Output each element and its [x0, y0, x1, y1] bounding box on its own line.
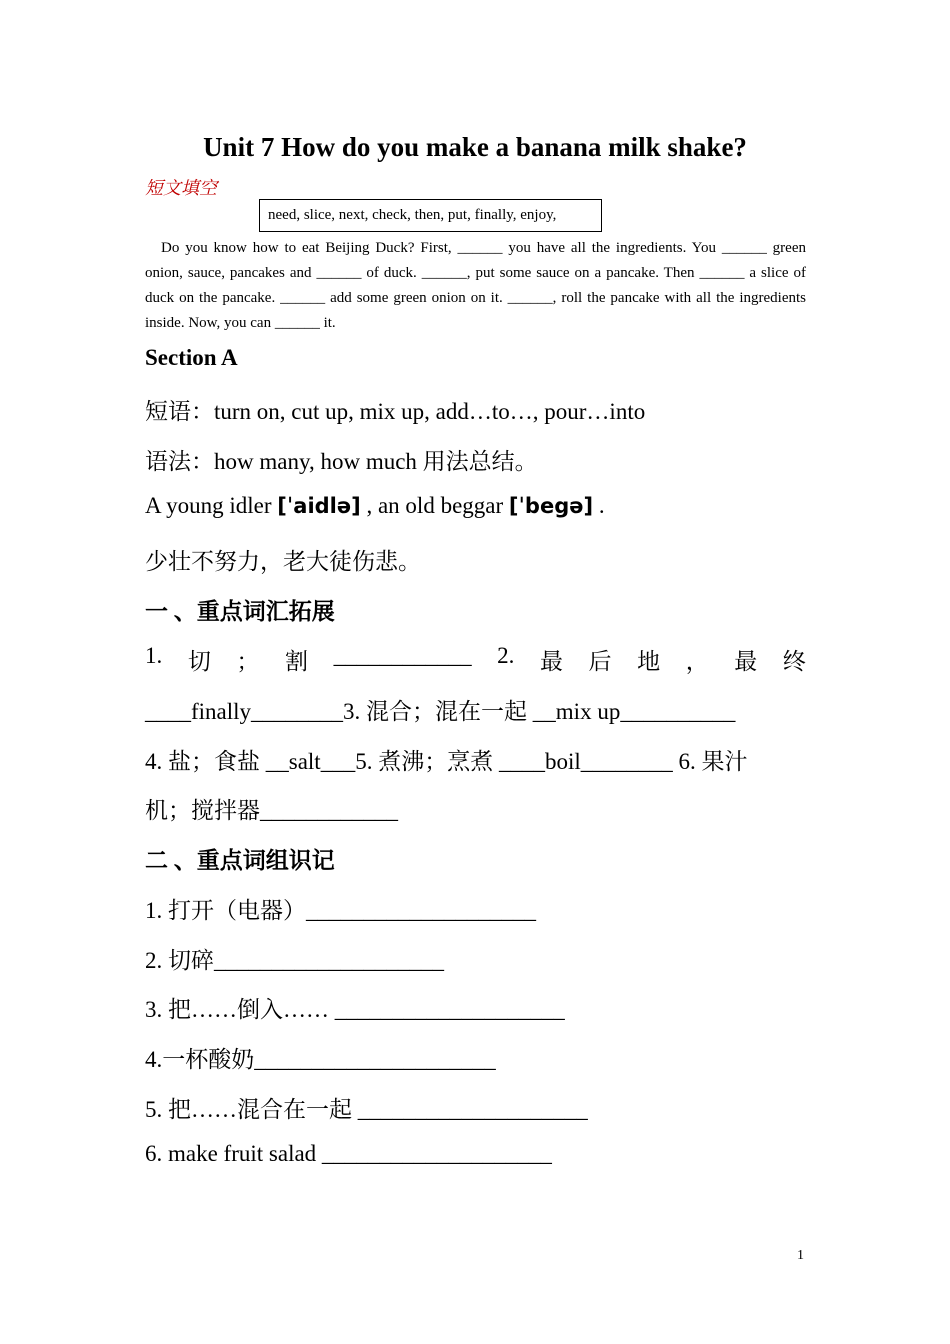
- vocab-token: 1.: [145, 643, 163, 668]
- exercise-subtitle: 短文填空: [145, 178, 217, 198]
- phrase-item: 4.一杯酸奶_____________________: [145, 1047, 496, 1072]
- phrase-item: 1. 打开（电器）____________________: [145, 898, 536, 923]
- phrase-item: 2. 切碎____________________: [145, 948, 444, 973]
- word-bank-text: need, slice, next, check, then, put, finally, enjoy,: [268, 207, 557, 223]
- phrases-line: 短语：turn on, cut up, mix up, add…to…, pour…into: [145, 399, 646, 424]
- vocab-token: 最: [734, 649, 758, 674]
- vocab-token: 2.: [497, 643, 515, 668]
- vocab-blank: ____________: [333, 643, 472, 668]
- vocab-token: ，: [685, 649, 709, 674]
- fill-in-passage: Do you know how to eat Beijing Duck? First, ______ you have all the ingredients. You ______ green onion, sauce, pancakes and ______ of duck. ______, put some sauce on a pancake. Then ______ a slice of duck on the pancake. ______ add some green onion on it. ______, roll the pancake with all the ingredients inside. Now, you can ______ it.: [145, 240, 806, 331]
- vocab-token: 终: [782, 649, 806, 674]
- vocab-token: 后: [588, 649, 612, 674]
- proverb-line: [145, 493, 605, 519]
- proverb-text-2: , an old beggar: [360, 493, 509, 518]
- phrase-item: 6. make fruit salad ____________________: [145, 1141, 552, 1166]
- vocab-token: 最: [539, 649, 563, 674]
- vocab-token: 切: [187, 649, 211, 674]
- word-bank-box: [259, 199, 602, 232]
- page-number: 1: [797, 1248, 804, 1263]
- page-title: Unit 7 How do you make a banana milk shake?: [203, 132, 747, 162]
- vocab-token: ；: [236, 649, 260, 674]
- vocab-row-1: [145, 643, 806, 676]
- vocab-token: 割: [284, 649, 308, 674]
- proverb-text-1: A young idler: [145, 493, 278, 518]
- vocab-line-4: 机；搅拌器____________: [145, 798, 398, 823]
- proverb-text-3: .: [593, 493, 605, 518]
- phrase-heading: 二 、重点词组识记: [145, 848, 335, 873]
- vocab-heading: 一 、重点词汇拓展: [145, 599, 335, 624]
- grammar-line: 语法：how many, how much 用法总结。: [145, 449, 538, 474]
- ipa-beggar: [ˈbegə]: [508, 494, 594, 518]
- proverb-chinese: 少壮不努力，老大徒伤悲。: [145, 549, 421, 574]
- phrase-item: 5. 把……混合在一起 ____________________: [145, 1097, 588, 1122]
- phrase-item: 3. 把……倒入…… ____________________: [145, 997, 565, 1022]
- vocab-line-2: ____finally________3. 混合；混在一起 __mix up__________: [145, 699, 736, 724]
- ipa-idler: [ˈaidlə]: [277, 494, 361, 518]
- vocab-line-3: 4. 盐；食盐 __salt___5. 煮沸；烹煮 ____boil________ 6. 果汁: [145, 749, 748, 774]
- section-title: Section A: [145, 345, 238, 370]
- vocab-token: 地: [637, 649, 661, 674]
